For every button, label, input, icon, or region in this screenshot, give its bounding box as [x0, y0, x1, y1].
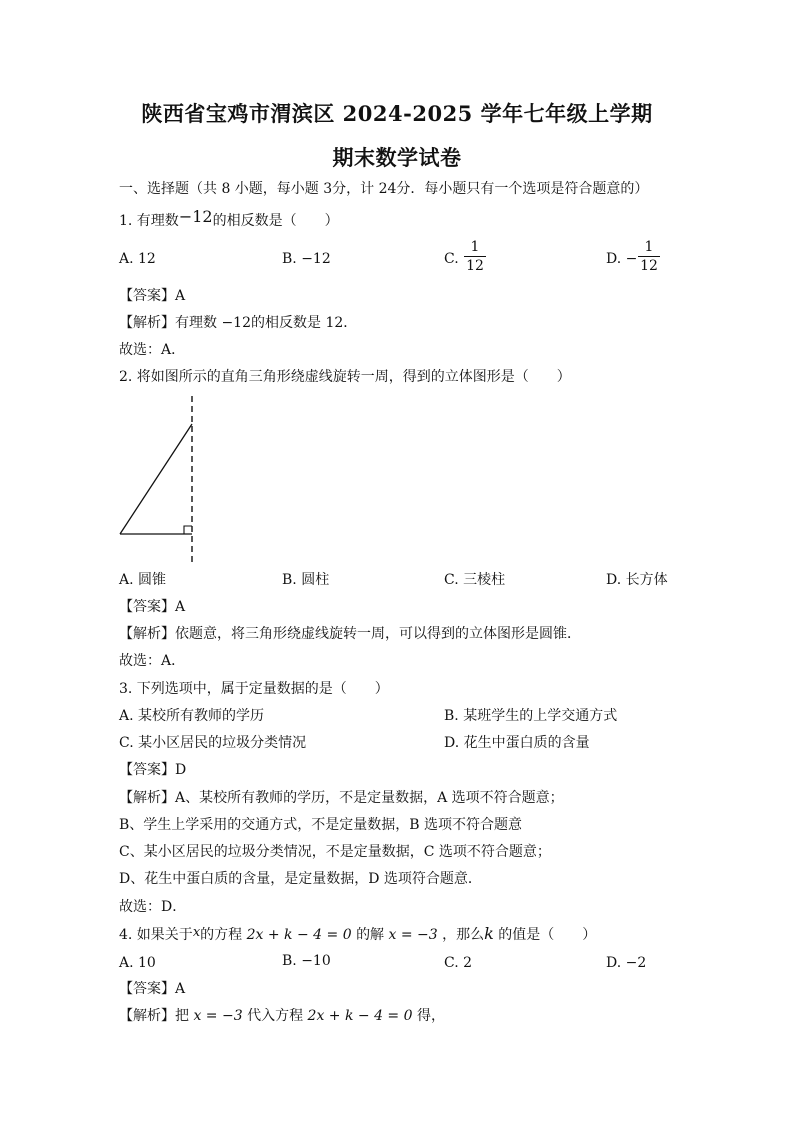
q3-option-a: A. 某校所有教师的学历 [119, 708, 265, 724]
q1-stem-value: −12 [178, 207, 213, 226]
q4-stem-variable-k: k [484, 924, 494, 943]
q3-option-c: C. 某小区居民的垃圾分类情况 [119, 735, 307, 751]
q1-option-c-denominator: 12 [466, 258, 484, 274]
q4-stem-suffix: 的值是（ ） [498, 927, 597, 943]
q4-stem-mid-1: 的方程 [200, 927, 243, 943]
q1-conclusion: 故选：A． [119, 342, 186, 358]
q1-option-d-denominator: 12 [640, 258, 658, 274]
q2-option-a: A. 圆锥 [119, 572, 167, 588]
page-title-line-1: 陕西省宝鸡市渭滨区 2024-2025 学年七年级上学期 [141, 101, 653, 126]
q4-option-c: C. 2 [444, 955, 473, 971]
q4-option-a: A. 10 [119, 955, 156, 971]
q4-stem-solution: x = −3 [388, 927, 438, 943]
triangle-hypotenuse [120, 424, 192, 534]
q4-analysis [119, 1007, 445, 1025]
q2-conclusion: 故选：A． [119, 653, 186, 669]
question-2-stem: 2. 将如图所示的直角三角形绕虚线旋转一周，得到的立体图形是（ ） [119, 369, 571, 385]
q1-option-d-numerator: 1 [644, 239, 654, 255]
section-heading: 一、选择题（共 8 小题，每小题 3分，计 24分．每小题只有一个选项是符合题意的） [119, 181, 649, 197]
fraction-bar [464, 256, 486, 257]
q1-option-c-label: C. [444, 251, 459, 267]
q4-analysis-prefix: 【解析】把 [119, 1008, 189, 1024]
q1-option-c-numerator: 1 [470, 239, 480, 255]
q3-analysis-line-4: D、花生中蛋白质的含量，是定量数据，D 选项符合题意． [119, 871, 482, 887]
q2-option-b: B. 圆柱 [282, 572, 330, 588]
right-angle-mark [184, 526, 192, 534]
q4-stem-equation: 2x + k − 4 = 0 [246, 927, 352, 943]
q3-analysis-line-1: 【解析】A、某校所有教师的学历，不是定量数据，A 选项不符合题意； [119, 790, 564, 806]
q3-analysis-line-2: B、学生上学采用的交通方式，不是定量数据，B 选项不符合题意 [119, 817, 523, 833]
q2-analysis: 【解析】依题意，将三角形绕虚线旋转一周，可以得到的立体图形是圆锥． [119, 626, 581, 642]
q4-answer: 【答案】A [119, 981, 186, 997]
q4-analysis-suffix: 得， [416, 1008, 445, 1024]
q1-option-b: B. −12 [282, 251, 331, 267]
q2-option-d: D. 长方体 [606, 572, 668, 588]
q4-stem-mid-3: ，那么 [442, 927, 485, 943]
q1-option-a: A. 12 [119, 251, 156, 267]
q3-analysis-line-3: C、某小区居民的垃圾分类情况，不是定量数据，C 选项不符合题意； [119, 844, 551, 860]
question-1-stem [119, 207, 339, 230]
q1-option-c-fraction [464, 239, 486, 274]
q1-stem-prefix: 1. 有理数 [119, 213, 179, 229]
q1-option-d-label: D. − [606, 251, 638, 267]
question-4-stem [119, 925, 596, 945]
q4-analysis-equation: 2x + k − 4 = 0 [307, 1008, 413, 1024]
q1-analysis: 【解析】有理数 −12的相反数是 12． [119, 315, 358, 331]
q2-option-c: C. 三棱柱 [444, 572, 506, 588]
q3-conclusion: 故选：D． [119, 899, 187, 915]
q3-option-b: B. 某班学生的上学交通方式 [444, 708, 618, 724]
q4-analysis-mid: 代入方程 [247, 1008, 304, 1024]
q4-stem-prefix: 4. 如果关于 [119, 927, 193, 943]
page-title-line-2: 期末数学试卷 [332, 145, 462, 170]
q1-option-d-fraction [638, 239, 660, 274]
q4-stem-mid-2: 的解 [356, 927, 385, 943]
q3-answer: 【答案】D [119, 762, 187, 778]
q4-option-d: D. −2 [606, 955, 647, 971]
q1-stem-suffix: 的相反数是（ ） [212, 213, 339, 229]
q4-analysis-substitution: x = −3 [193, 1008, 243, 1024]
q2-answer: 【答案】A [119, 599, 186, 615]
q1-answer: 【答案】A [119, 288, 186, 304]
q4-stem-variable-x: x [192, 925, 201, 940]
fraction-bar [638, 256, 660, 257]
question-3-stem: 3. 下列选项中，属于定量数据的是（ ） [119, 681, 389, 697]
q3-option-d: D. 花生中蛋白质的含量 [444, 735, 590, 751]
q4-option-b: B. −10 [282, 953, 331, 969]
